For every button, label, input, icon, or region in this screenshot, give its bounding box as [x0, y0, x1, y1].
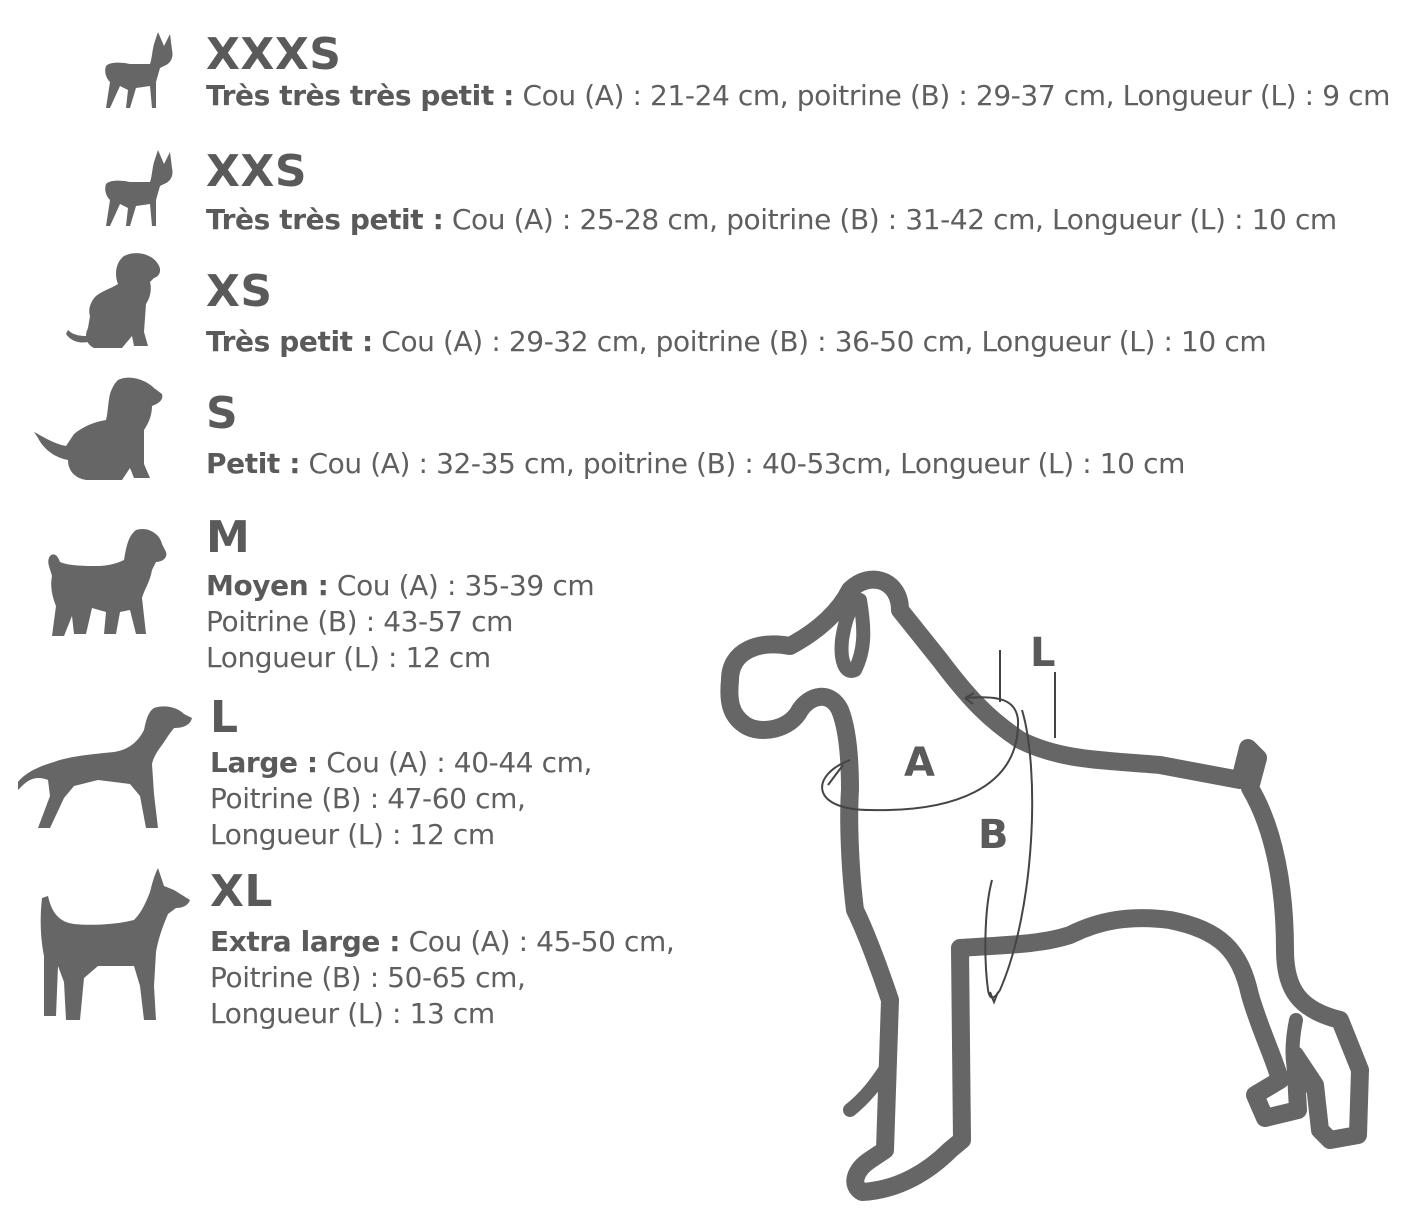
chihuahua-icon: [100, 148, 178, 228]
size-code: M: [206, 512, 251, 563]
size-line: [210, 745, 592, 781]
size-details: Cou (A) : 25-28 cm, poitrine (B) : 31-42 cm, Longueur (L) : 10 cm: [443, 203, 1337, 236]
size-line: Poitrine (B) : 43-57 cm: [206, 605, 513, 638]
retriever-dog-icon: [14, 704, 192, 832]
diagram-label-neck: A: [904, 740, 935, 786]
size-details: Cou (A) : 45-50 cm,: [400, 925, 675, 958]
size-description: [206, 568, 594, 676]
doberman-dog-icon: [34, 866, 194, 1026]
size-code: S: [206, 388, 239, 439]
sitting-small-dog-icon: [64, 250, 164, 350]
size-description: [206, 446, 1185, 482]
size-details: Cou (A) : 21-24 cm, poitrine (B) : 29-37 cm, Longueur (L) : 9 cm: [513, 79, 1390, 112]
size-details: Cou (A) : 40-44 cm,: [317, 746, 593, 779]
size-code: XL: [210, 866, 273, 917]
size-description: [210, 745, 592, 853]
size-code: XS: [206, 266, 273, 317]
size-line: Longueur (L) : 12 cm: [210, 818, 495, 851]
size-line: [210, 924, 674, 960]
size-line: Longueur (L) : 12 cm: [206, 641, 491, 674]
size-details: Cou (A) : 29-32 cm, poitrine (B) : 36-50 cm, Longueur (L) : 10 cm: [372, 325, 1267, 358]
size-description: [206, 324, 1266, 360]
size-line: Poitrine (B) : 47-60 cm,: [210, 782, 526, 815]
size-label: Large :: [210, 746, 318, 779]
sitting-dog-icon: [34, 374, 166, 484]
size-code: XXXS: [206, 29, 342, 80]
size-label: Très très très petit :: [206, 79, 514, 112]
measurement-diagram: [700, 550, 1400, 1210]
size-description: [206, 78, 1390, 114]
poodle-dog-icon: [44, 526, 170, 640]
diagram-label-length: L: [1030, 630, 1056, 676]
size-details: Cou (A) : 35-39 cm: [328, 569, 595, 602]
size-code: XXS: [206, 146, 308, 197]
size-code: L: [210, 692, 239, 743]
size-label: Petit :: [206, 447, 301, 480]
size-label: Extra large :: [210, 925, 401, 958]
size-label: Très très petit :: [206, 203, 444, 236]
size-details: Cou (A) : 32-35 cm, poitrine (B) : 40-53cm, Longueur (L) : 10 cm: [300, 447, 1185, 480]
size-description: [206, 202, 1337, 238]
chihuahua-icon: [100, 30, 178, 110]
size-line: Longueur (L) : 13 cm: [210, 997, 495, 1030]
diagram-label-chest: B: [978, 812, 1009, 858]
size-line: Poitrine (B) : 50-65 cm,: [210, 961, 526, 994]
size-description: [210, 924, 674, 1032]
size-line: [206, 568, 594, 604]
size-label: Très petit :: [206, 325, 373, 358]
size-label: Moyen :: [206, 569, 329, 602]
